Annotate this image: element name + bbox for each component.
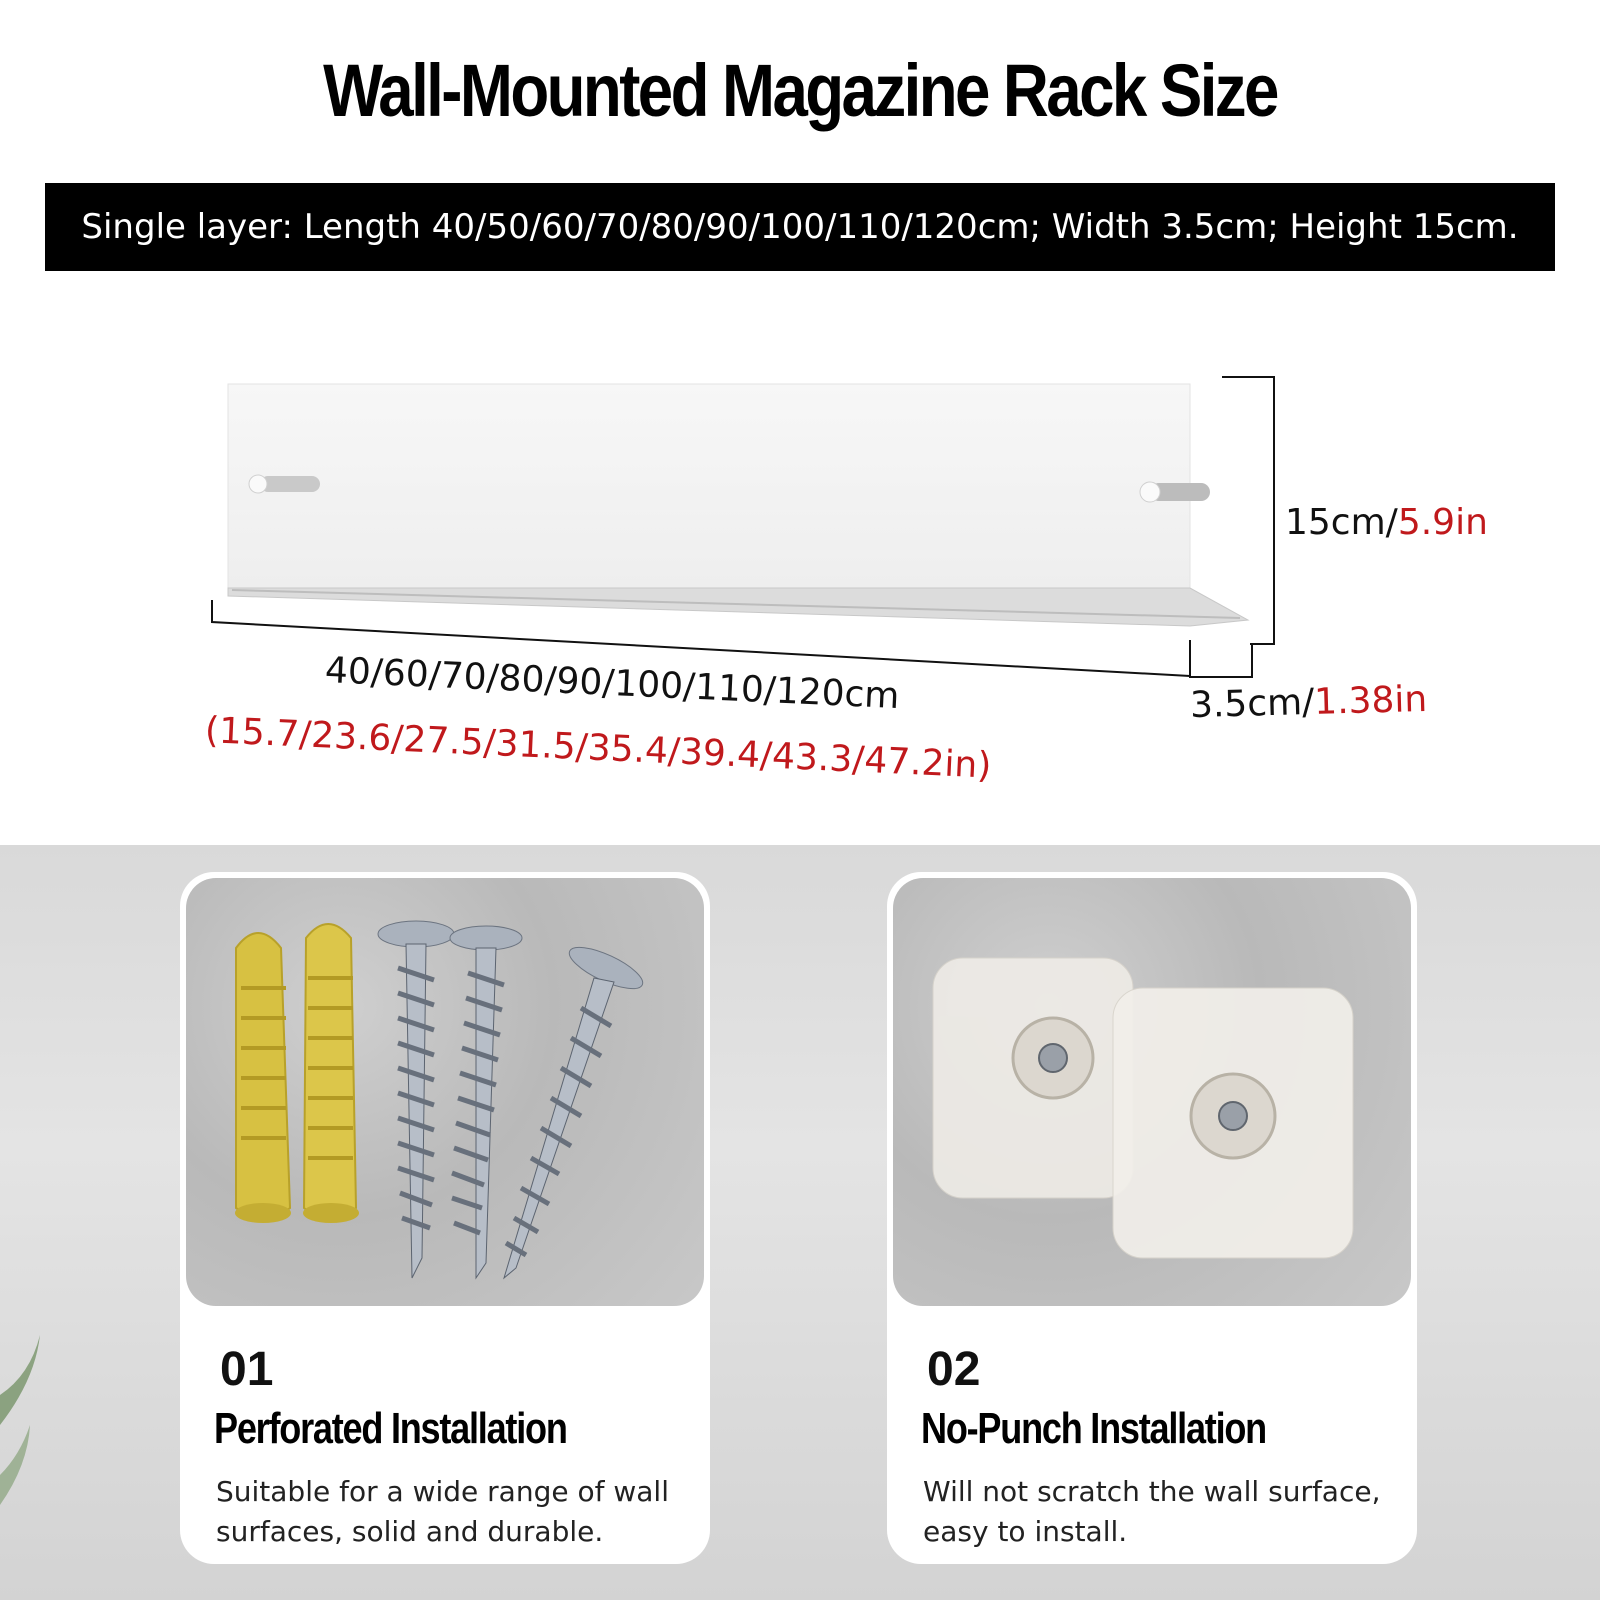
screws-and-anchors-illustration: [186, 878, 704, 1306]
height-label: [1285, 502, 1488, 543]
screw-icon: [378, 921, 454, 1278]
width-cm: 3.5cm/: [1189, 681, 1315, 727]
page-title: Wall-Mounted Magazine Rack Size: [323, 49, 1277, 132]
adhesive-hooks-image: [893, 878, 1411, 1306]
rack-diagram: [0, 290, 1600, 850]
card-description: Suitable for a wide range of wall surfaces, solid and durable.: [216, 1475, 669, 1548]
width-bracket: [1190, 640, 1252, 677]
adhesive-pad-icon: [933, 958, 1133, 1198]
adhesive-pads-illustration: [893, 878, 1411, 1306]
width-label: [1190, 679, 1428, 726]
wall-anchor-icon: [235, 933, 291, 1223]
standoff-right: [1140, 482, 1210, 502]
adhesive-pad-icon: [1113, 988, 1353, 1258]
height-bracket: [1222, 377, 1274, 644]
spec-banner: [45, 183, 1555, 271]
screw-icon: [450, 926, 522, 1278]
height-in: 5.9in: [1397, 502, 1488, 543]
height-cm: 15cm/: [1285, 502, 1398, 543]
install-card-no-punch: [887, 872, 1417, 1564]
card-number: 01: [220, 1343, 274, 1396]
acrylic-panel: [228, 384, 1190, 592]
width-in: 1.38in: [1313, 678, 1428, 723]
length-in-label: (15.7/23.6/27.5/31.5/35.4/39.4/43.3/47.2in): [204, 710, 993, 787]
standoff-left: [249, 475, 320, 493]
wall-anchor-icon: [303, 924, 359, 1223]
card-number: 02: [927, 1343, 981, 1396]
install-card-perforated: [180, 872, 710, 1564]
screw-icon: [504, 939, 648, 1278]
spec-text: Single layer: Length 40/50/60/70/80/90/100/110/120cm; Width 3.5cm; Height 15cm.: [81, 207, 1519, 247]
plant-leaf: [0, 1275, 60, 1575]
card-description: Will not scratch the wall surface, easy to install.: [923, 1475, 1381, 1548]
card-heading: Perforated Installation: [214, 1404, 567, 1453]
installation-section: [0, 845, 1600, 1600]
card-heading: No-Punch Installation: [921, 1404, 1267, 1453]
screws-anchors-image: [186, 878, 704, 1306]
length-cm-label: 40/60/70/80/90/100/110/120cm: [324, 650, 901, 718]
